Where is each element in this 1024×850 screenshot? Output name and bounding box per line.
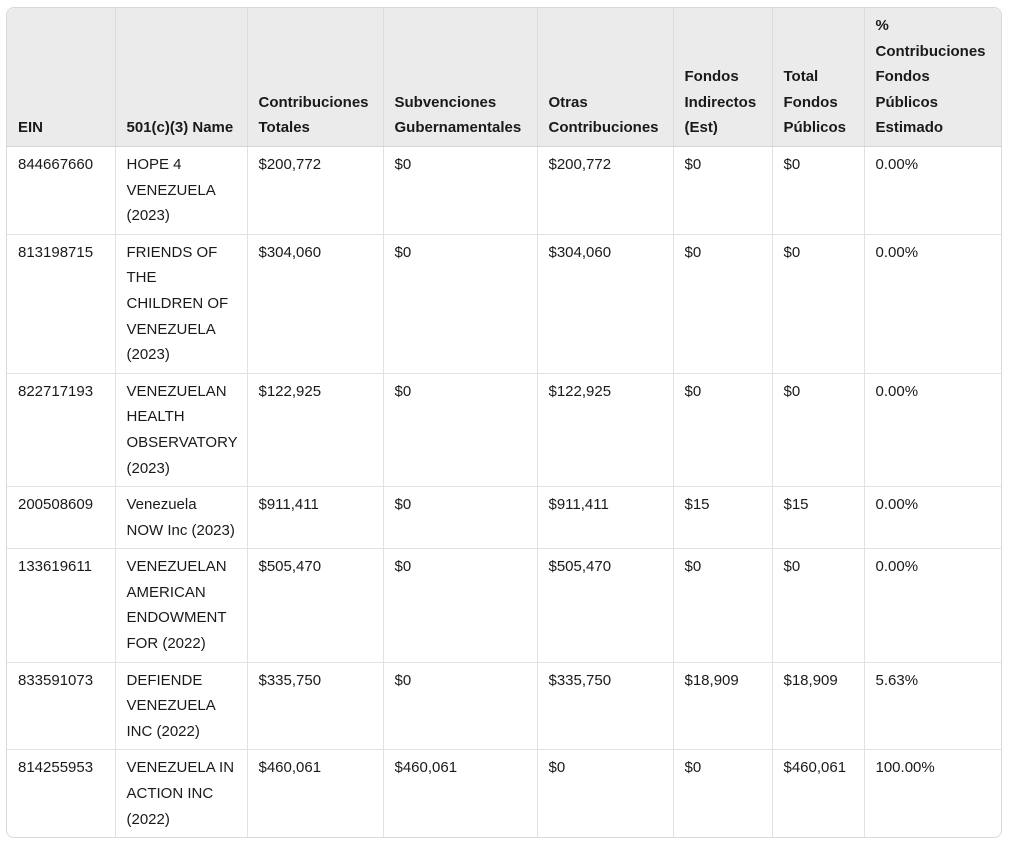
cell-total-contributions: $460,061 (247, 750, 383, 837)
cell-public-funds-percent: 0.00% (864, 373, 1001, 486)
column-header-ein: EIN (7, 8, 115, 146)
table-row (7, 373, 1001, 486)
cell-indirect-funds: $0 (673, 146, 772, 234)
cell-other-contributions: $304,060 (537, 234, 673, 373)
cell-government-grants: $0 (383, 487, 537, 549)
cell-other-contributions: $505,470 (537, 549, 673, 662)
cell-other-contributions: $200,772 (537, 146, 673, 234)
cell-public-funds-percent: 5.63% (864, 662, 1001, 750)
cell-name: Venezuela NOW Inc (2023) (115, 487, 247, 549)
cell-total-contributions: $335,750 (247, 662, 383, 750)
cell-total-contributions: $122,925 (247, 373, 383, 486)
cell-total-public-funds: $18,909 (772, 662, 864, 750)
column-header-government-grants: Subvenciones Gubernamentales (383, 8, 537, 146)
cell-public-funds-percent: 0.00% (864, 549, 1001, 662)
cell-government-grants: $0 (383, 373, 537, 486)
cell-government-grants: $0 (383, 662, 537, 750)
cell-public-funds-percent: 0.00% (864, 146, 1001, 234)
cell-other-contributions: $122,925 (537, 373, 673, 486)
cell-indirect-funds: $18,909 (673, 662, 772, 750)
cell-public-funds-percent: 0.00% (864, 234, 1001, 373)
data-table-container (6, 7, 1002, 838)
cell-name: HOPE 4 VENEZUELA (2023) (115, 146, 247, 234)
cell-government-grants: $0 (383, 234, 537, 373)
cell-ein: 844667660 (7, 146, 115, 234)
cell-ein: 822717193 (7, 373, 115, 486)
cell-ein: 814255953 (7, 750, 115, 837)
cell-total-public-funds: $0 (772, 146, 864, 234)
cell-indirect-funds: $0 (673, 549, 772, 662)
cell-indirect-funds: $0 (673, 234, 772, 373)
cell-name: VENEZUELAN AMERICAN ENDOWMENT FOR (2022) (115, 549, 247, 662)
table-row (7, 146, 1001, 234)
cell-indirect-funds: $0 (673, 750, 772, 837)
column-header-total-public-funds: Total Fondos Públicos (772, 8, 864, 146)
table-row (7, 487, 1001, 549)
column-header-other-contributions: Otras Contribuciones (537, 8, 673, 146)
table-row (7, 549, 1001, 662)
cell-name: FRIENDS OF THE CHILDREN OF VENEZUELA (2023) (115, 234, 247, 373)
cell-name: VENEZUELAN HEALTH OBSERVATORY (2023) (115, 373, 247, 486)
table-row (7, 234, 1001, 373)
cell-public-funds-percent: 0.00% (864, 487, 1001, 549)
cell-total-public-funds: $460,061 (772, 750, 864, 837)
cell-government-grants: $0 (383, 146, 537, 234)
cell-name: DEFIENDE VENEZUELA INC (2022) (115, 662, 247, 750)
data-table (7, 8, 1001, 837)
cell-total-contributions: $304,060 (247, 234, 383, 373)
cell-other-contributions: $911,411 (537, 487, 673, 549)
cell-indirect-funds: $0 (673, 373, 772, 486)
cell-ein: 833591073 (7, 662, 115, 750)
column-header-indirect-funds: Fondos Indirectos (Est) (673, 8, 772, 146)
table-row (7, 750, 1001, 837)
cell-total-public-funds: $0 (772, 234, 864, 373)
column-header-total-contributions: Contribuciones Totales (247, 8, 383, 146)
cell-total-contributions: $505,470 (247, 549, 383, 662)
table-row (7, 662, 1001, 750)
cell-total-contributions: $200,772 (247, 146, 383, 234)
cell-government-grants: $0 (383, 549, 537, 662)
cell-name: VENEZUELA IN ACTION INC (2022) (115, 750, 247, 837)
cell-indirect-funds: $15 (673, 487, 772, 549)
cell-government-grants: $460,061 (383, 750, 537, 837)
cell-other-contributions: $335,750 (537, 662, 673, 750)
cell-public-funds-percent: 100.00% (875, 759, 935, 777)
cell-total-public-funds: $0 (772, 549, 864, 662)
cell-ein: 813198715 (7, 234, 115, 373)
cell-other-contributions: $0 (537, 750, 673, 837)
cell-ein: 200508609 (7, 487, 115, 549)
cell-total-public-funds: $0 (772, 373, 864, 486)
column-header-name: 501(c)(3) Name (115, 8, 247, 146)
cell-ein: 133619611 (7, 549, 115, 662)
cell-total-contributions: $911,411 (247, 487, 383, 549)
header-row (7, 8, 1001, 146)
column-header-public-funds-percent: % Contribuciones Fondos Públicos Estimado (864, 8, 1001, 146)
cell-total-public-funds: $15 (772, 487, 864, 549)
